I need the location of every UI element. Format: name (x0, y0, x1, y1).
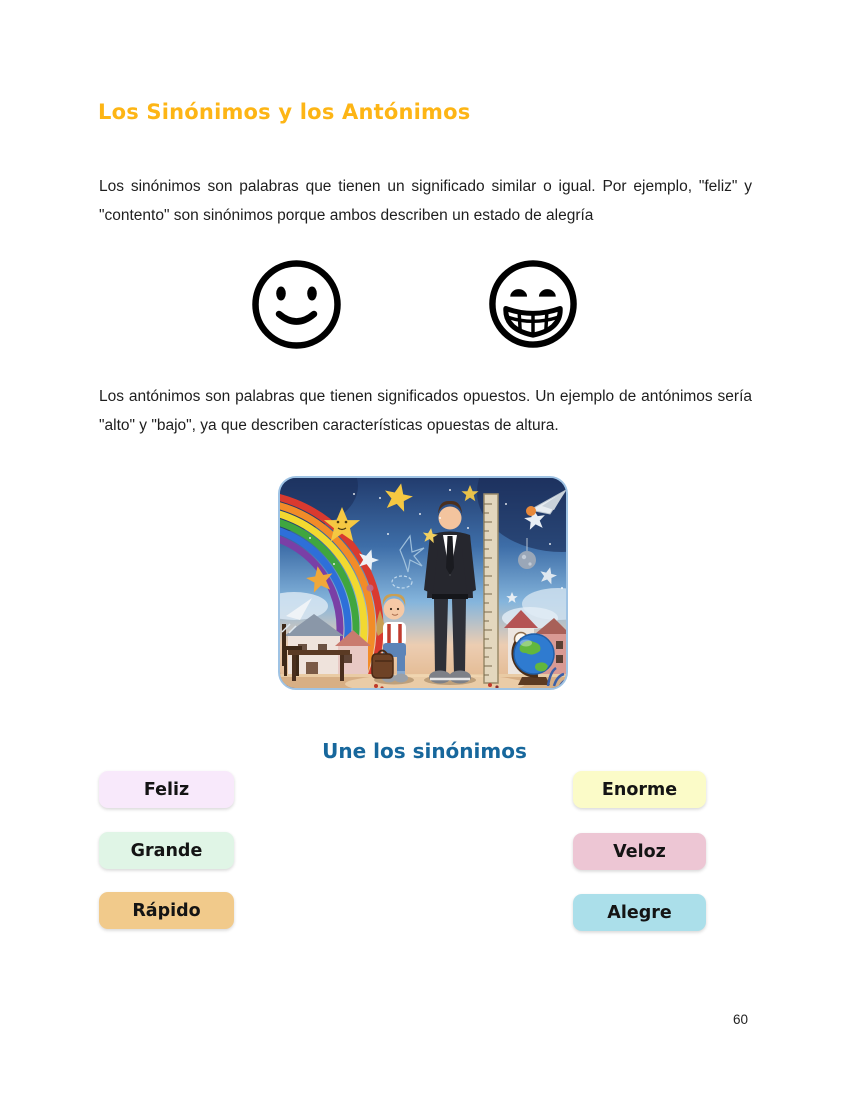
word-box-feliz[interactable] (99, 771, 234, 808)
word-box-rapido[interactable] (99, 892, 234, 929)
page-number: 60 (733, 1012, 749, 1027)
word-label: Feliz (143, 779, 190, 800)
word-label: Alegre (607, 902, 672, 923)
word-label: Rápido (132, 900, 201, 921)
ruler (484, 494, 498, 683)
smiley-face-icon (249, 257, 344, 357)
word-box-veloz[interactable] (573, 833, 706, 870)
word-label: Veloz (613, 841, 666, 862)
word-box-alegre[interactable] (573, 894, 706, 931)
word-box-grande[interactable] (99, 832, 234, 869)
activity-heading: Une los sinónimos (322, 739, 527, 763)
page-title: Los Sinónimos y los Antónimos (98, 100, 471, 124)
word-box-enorme[interactable] (573, 771, 706, 808)
synonyms-paragraph: Los sinónimos son palabras que tienen un significado similar o igual. Por ejemplo, "feliz" y "contento" son sinónimos porque ambos describen un estado de alegría (99, 178, 752, 224)
height-comparison-illustration (278, 476, 568, 690)
word-label: Grande (130, 840, 203, 861)
grinning-face-icon (486, 257, 580, 356)
word-label: Enorme (601, 779, 678, 800)
antonyms-paragraph: Los antónimos son palabras que tienen significados opuestos. Un ejemplo de antónimos sería "alto" y "bajo", ya que describen características opuestas de altura. (99, 388, 752, 434)
